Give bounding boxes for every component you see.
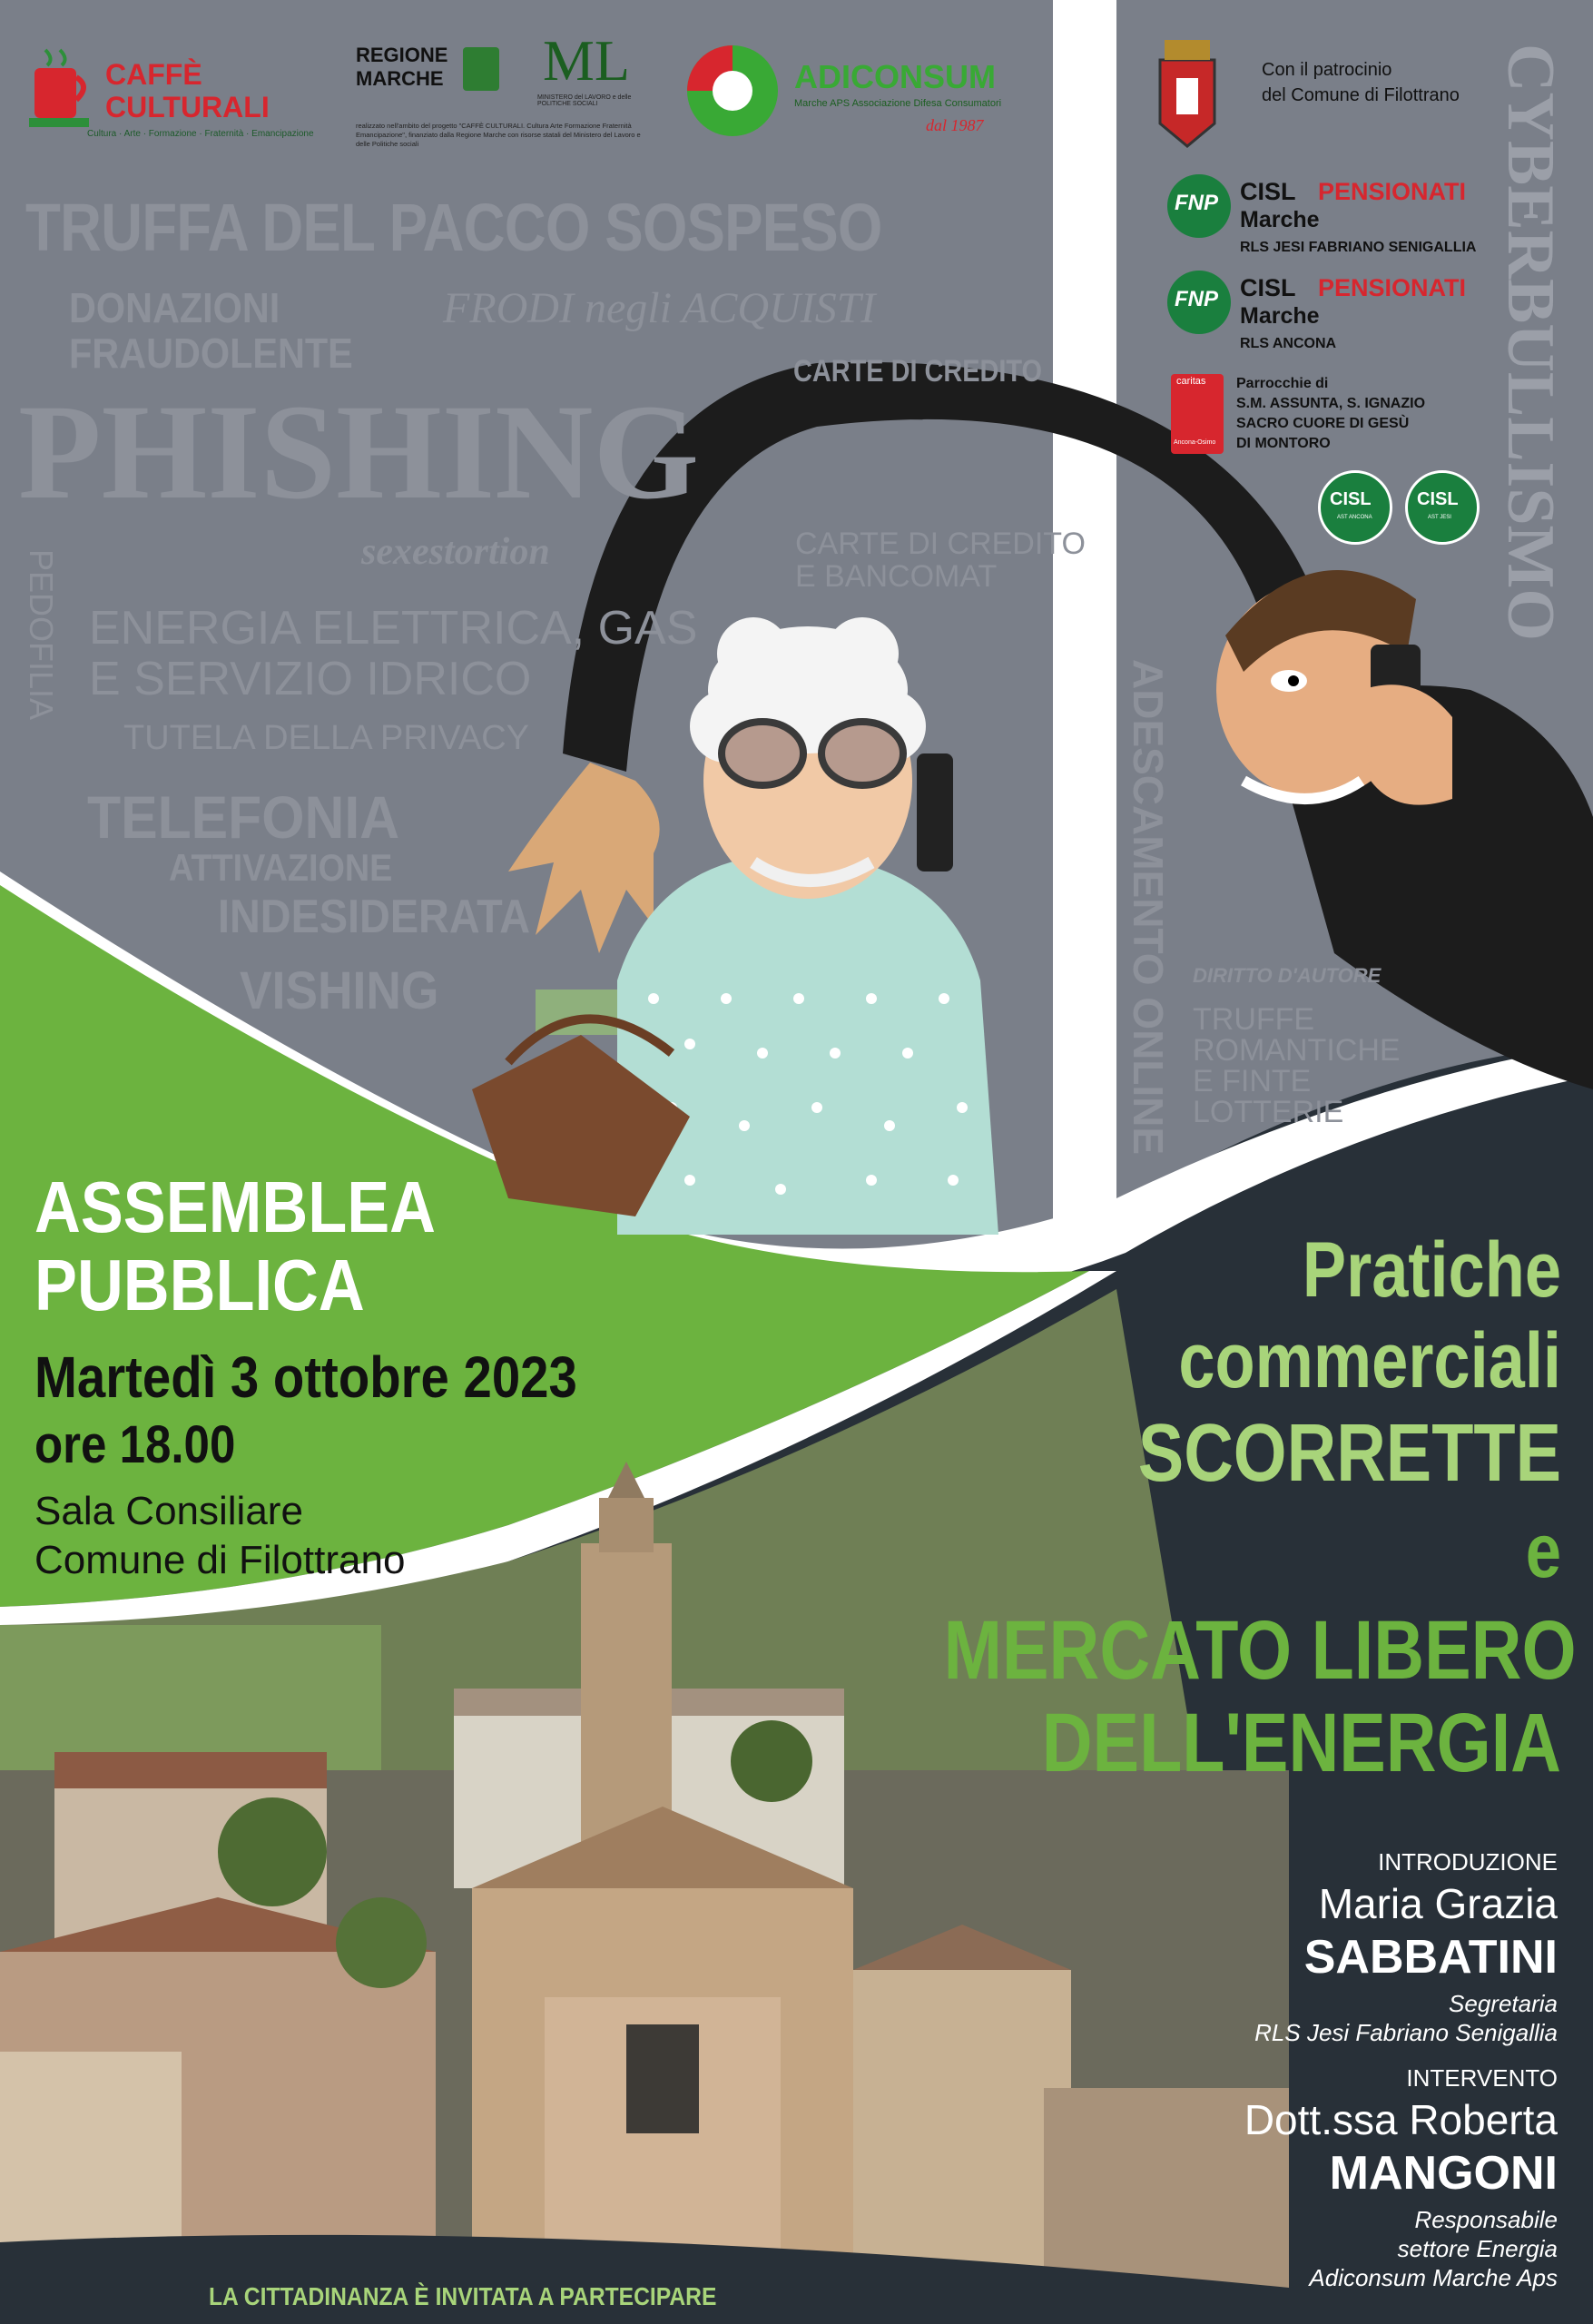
cisl-logo-2-sub: AST JESI — [1428, 515, 1451, 520]
event-type-1: ASSEMBLEA — [34, 1167, 436, 1247]
adiconsum-subtitle: Marche APS Associazione Difesa Consumatori — [794, 98, 1002, 109]
regione-marche-logo — [356, 44, 510, 98]
regione-marche-name-1: REGIONE — [356, 44, 448, 66]
cloud-diritto: DIRITTO D'AUTORE — [1193, 964, 1382, 987]
caffe-culturali-tagline: Cultura · Arte · Formazione · Fraternità · Emancipazione — [87, 129, 314, 139]
cloud-phishing: PHISHING — [18, 377, 700, 527]
ministero-logo — [537, 28, 646, 114]
caritas-logo — [1171, 374, 1516, 465]
filottrano-crest-icon — [1151, 33, 1224, 160]
patronage-line-1: Con il patrocinio — [1262, 60, 1392, 80]
adiconsum-since: dal 1987 — [926, 116, 984, 134]
headline-line-5: MERCATO LIBERO — [943, 1604, 1577, 1697]
cloud-cyberbullismo: CYBERBULLISMO — [1493, 44, 1568, 641]
caffe-culturali-title-1: CAFFÈ — [105, 58, 202, 91]
speaker-1-last: SABBATINI — [1303, 1931, 1558, 1984]
funding-note: realizzato nell'ambito del progetto "CAFFÈ CULTURALI. Cultura Arte Formazione Fraternità Emancipazione", finanziato dalla Regione Marche con risorse statali del Ministero del Lavoro e delle Politiche sociali — [356, 122, 641, 148]
cloud-energia-2: E SERVIZIO IDRICO — [89, 653, 532, 705]
event-time: ore 18.00 — [34, 1415, 236, 1474]
cisl-logo-2 — [1405, 470, 1480, 545]
fnp-badge-label: FNP — [1175, 191, 1218, 215]
caffe-culturali-logo — [27, 36, 318, 145]
headline-line-4: e — [1525, 1508, 1561, 1593]
fnp2-cisl: CISL — [1240, 274, 1296, 301]
caritas-line-1: Parrocchie di — [1236, 376, 1329, 391]
fnp1-pensionati: PENSIONATI — [1318, 178, 1467, 205]
adiconsum-emblem-icon — [685, 44, 780, 138]
caritas-line-2: S.M. ASSUNTA, S. IGNAZIO — [1236, 396, 1426, 411]
cisl-logo-1-sub: AST ANCONA — [1337, 515, 1372, 520]
cloud-carte-bancomat-2: E BANCOMAT — [795, 559, 998, 594]
cloud-donazioni-1: DONAZIONI — [69, 284, 280, 331]
headline-line-1: Pratiche — [1302, 1226, 1561, 1314]
cloud-sexestortion: sexestortion — [361, 531, 550, 573]
caritas-line-4: DI MONTORO — [1236, 436, 1331, 451]
cloud-donazioni-2: FRAUDOLENTE — [69, 330, 353, 377]
caritas-label: caritas — [1176, 376, 1206, 387]
cloud-truffe-1: TRUFFE — [1193, 1002, 1315, 1037]
fnp-logo-1 — [1167, 174, 1512, 265]
cloud-truffa: TRUFFA DEL PACCO SOSPESO — [25, 190, 882, 265]
caritas-cross-icon — [1171, 374, 1224, 454]
cloud-adescamento: ADESCAMENTO ONLINE — [1125, 659, 1172, 1156]
cisl-logo-1 — [1318, 470, 1392, 545]
cisl-logo-1-name: CISL — [1330, 489, 1372, 509]
cloud-truffe-4: LOTTERIE — [1193, 1095, 1344, 1129]
intro-label: INTRODUZIONE — [1378, 1848, 1558, 1876]
cloud-truffe-2: ROMANTICHE — [1193, 1033, 1401, 1068]
fnp2-pensionati: PENSIONATI — [1318, 274, 1467, 301]
cloud-carte: CARTE DI CREDITO — [793, 354, 1043, 389]
adiconsum-name: ADICONSUM — [794, 58, 996, 95]
event-date: Martedì 3 ottobre 2023 — [34, 1344, 577, 1410]
speaker-2-role-2: settore Energia — [1397, 2235, 1558, 2262]
fnp1-area: RLS JESI FABRIANO SENIGALLIA — [1240, 240, 1477, 255]
adiconsum-logo — [685, 44, 1030, 143]
cloud-energia-1: ENERGIA ELETTRICA, GAS — [89, 602, 698, 655]
cisl-logo-2-name: CISL — [1417, 489, 1459, 509]
cloud-carte-bancomat-1: CARTE DI CREDITO — [795, 527, 1086, 561]
cup-icon — [27, 45, 91, 136]
footer-invitation: LA CITTADINANZA È INVITATA A PARTECIPARE — [209, 2282, 717, 2310]
regione-marche-crest-icon — [463, 47, 499, 91]
fnp-badge-label-2: FNP — [1175, 287, 1218, 311]
intervento-label: INTERVENTO — [1406, 2064, 1558, 2092]
caritas-sub: Ancona-Osimo — [1174, 439, 1216, 446]
speaker-1-first: Maria Grazia — [1318, 1880, 1558, 1927]
event-type-2: PUBBLICA — [34, 1245, 365, 1325]
cloud-frodi: FRODI negli ACQUISTI — [443, 284, 876, 332]
cloud-attivazione: ATTIVAZIONE — [169, 846, 393, 889]
headline-line-2: commerciali — [1178, 1317, 1561, 1404]
fnp2-region: Marche — [1240, 303, 1320, 329]
cloud-indesiderata: INDESIDERATA — [218, 891, 531, 943]
headline-line-3: SCORRETTE — [1137, 1408, 1561, 1499]
cloud-privacy: TUTELA DELLA PRIVACY — [123, 719, 530, 757]
cloud-vishing: VISHING — [240, 961, 439, 1020]
speaker-1-role-2: RLS Jesi Fabriano Senigallia — [1254, 2019, 1558, 2046]
patronage-line-2: del Comune di Filottrano — [1262, 85, 1460, 105]
cloud-truffe-3: E FINTE — [1193, 1064, 1312, 1098]
ministero-caption: MINISTERO del LAVORO e delle POLITICHE SOCIALI — [537, 94, 632, 107]
fnp2-area: RLS ANCONA — [1240, 336, 1337, 351]
speaker-2-first: Dott.ssa Roberta — [1244, 2096, 1558, 2143]
event-venue-2: Comune di Filottrano — [34, 1538, 406, 1582]
fnp-logo-2 — [1167, 271, 1512, 361]
speaker-2-last: MANGONI — [1329, 2147, 1558, 2200]
caritas-line-3: SACRO CUORE DI GESÙ — [1236, 416, 1410, 431]
headline-line-6: DELL'ENERGIA — [1041, 1697, 1561, 1789]
speaker-1-role-1: Segretaria — [1449, 1990, 1558, 2017]
fnp1-cisl: CISL — [1240, 178, 1296, 205]
caffe-culturali-title-2: CULTURALI — [105, 91, 270, 123]
speaker-2-role-1: Responsabile — [1414, 2206, 1558, 2233]
cloud-pedofilia: PEDOFILIA — [23, 549, 60, 721]
cloud-telefonia: TELEFONIA — [87, 783, 400, 851]
speaker-2-role-3: Adiconsum Marche Aps — [1309, 2264, 1558, 2291]
regione-marche-name-2: MARCHE — [356, 67, 444, 90]
event-venue-1: Sala Consiliare — [34, 1489, 303, 1533]
ministero-monogram: ML — [543, 28, 630, 93]
fnp1-region: Marche — [1240, 207, 1320, 232]
